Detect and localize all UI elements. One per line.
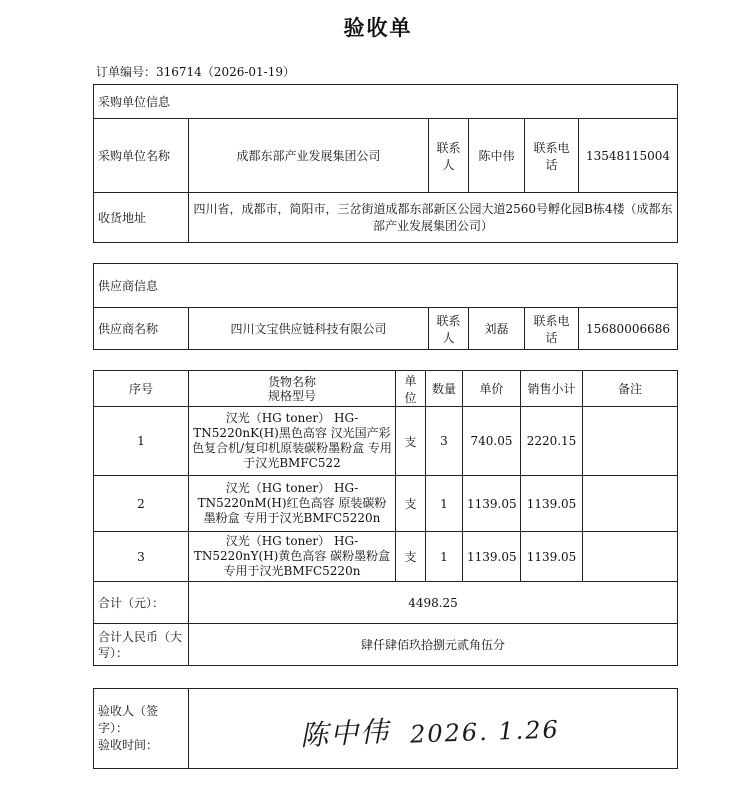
header-model: 规格型号	[267, 388, 316, 403]
table-row	[94, 407, 678, 476]
total-rmb-amount: 肆仟肆佰玖拾捌元贰角伍分	[189, 624, 678, 666]
order-number: 订单编号：316714（2026-01-19）	[96, 65, 295, 79]
buyer-contact: 陈中伟	[469, 119, 525, 193]
row-seq: 3	[94, 532, 189, 582]
supplier-phone: 15680006686	[579, 308, 678, 350]
row-subtotal: 1139.05	[521, 476, 583, 532]
buyer-phone: 13548115004	[579, 119, 678, 193]
row-seq: 1	[94, 407, 189, 476]
time-label: 验收时间：	[98, 738, 159, 752]
buyer-name: 成都东部产业发展集团公司	[189, 119, 429, 193]
row-subtotal: 1139.05	[521, 532, 583, 582]
total-rmb-label: 合计人民币（大写）：	[94, 624, 189, 666]
row-subtotal: 2220.15	[521, 407, 583, 476]
row-unit: 支	[396, 476, 426, 532]
document-title: 验收单	[343, 15, 413, 40]
handwritten-signature: 陈中伟	[299, 714, 391, 753]
row-note	[583, 407, 678, 476]
total-label: 合计（元）：	[94, 582, 189, 624]
delivery-address: 四川省，成都市，简阳市，三岔街道成都东部新区公园大道2560号孵化园B栋4楼（成都东部产业发展集团公司）	[189, 193, 678, 243]
row-unit: 支	[396, 407, 426, 476]
row-qty: 1	[426, 532, 463, 582]
row-unit: 支	[396, 532, 426, 582]
buyer-contact-label: 联系人	[429, 119, 469, 193]
header-unit: 单位	[396, 371, 426, 407]
supplier-name: 四川文宝供应链科技有限公司	[189, 308, 429, 350]
table-row	[94, 476, 678, 532]
total-amount: 4498.25	[189, 582, 678, 624]
table-row	[94, 532, 678, 582]
row-qty: 3	[426, 407, 463, 476]
supplier-phone-label: 联系电话	[525, 308, 579, 350]
header-price: 单价	[463, 371, 521, 407]
address-label: 收货地址	[94, 193, 189, 243]
header-subtotal: 销售小计	[521, 371, 583, 407]
receiver-label: 验收人（签字）：	[98, 704, 159, 735]
signoff-labels	[94, 689, 189, 769]
row-desc: 汉光（HG toner） HG-TN5220nY(H)黄色高容 碳粉墨粉盒 专用于汉光BMFC5220n	[189, 532, 396, 582]
row-note	[583, 476, 678, 532]
supplier-contact-label: 联系人	[429, 308, 469, 350]
buyer-section-title: 采购单位信息	[94, 85, 678, 119]
row-qty: 1	[426, 476, 463, 532]
header-note: 备注	[583, 371, 678, 407]
row-note	[583, 532, 678, 582]
header-name-model	[189, 371, 396, 407]
row-price: 1139.05	[463, 532, 521, 582]
row-desc: 汉光（HG toner） HG-TN5220nM(H)红色高容 原装碳粉墨粉盒 专用于汉光BMFC5220n	[189, 476, 396, 532]
supplier-contact: 刘磊	[469, 308, 525, 350]
row-price: 1139.05	[463, 476, 521, 532]
row-desc: 汉光（HG toner） HG-TN5220nK(H)黑色高容 汉光国产彩色复合机/复印机原装碳粉墨粉盒 专用于汉光BMFC522	[189, 407, 396, 476]
buyer-phone-label: 联系电话	[525, 119, 579, 193]
handwritten-date: 2026. 1.26	[409, 715, 561, 749]
row-seq: 2	[94, 476, 189, 532]
buyer-name-label: 采购单位名称	[94, 119, 189, 193]
header-seq: 序号	[94, 371, 189, 407]
supplier-section-title: 供应商信息	[94, 264, 678, 308]
header-name: 货物名称	[267, 374, 316, 389]
supplier-name-label: 供应商名称	[94, 308, 189, 350]
buyer-info-table	[93, 84, 678, 243]
row-price: 740.05	[463, 407, 521, 476]
header-qty: 数量	[426, 371, 463, 407]
supplier-info-table	[93, 263, 678, 350]
items-table	[93, 370, 678, 666]
